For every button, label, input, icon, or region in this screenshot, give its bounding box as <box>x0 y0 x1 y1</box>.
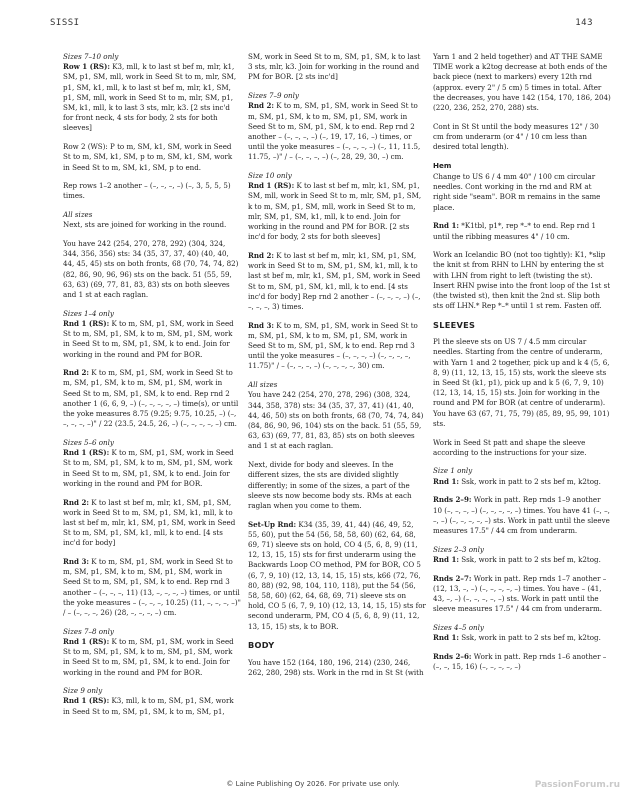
step-label: Rnd 1: <box>433 554 460 564</box>
section-heading: BODY <box>248 640 275 651</box>
instruction-paragraph <box>63 181 241 201</box>
step-label: Row 1 (RS): <box>63 62 110 72</box>
step-label: Rnd 1 (RS): <box>63 448 110 458</box>
instruction-paragraph <box>433 122 611 153</box>
step-text: K to m, SM, p1, SM, work in Seed St to m, SM, p1, SM, k to m, SM, p1, SM, work in Seed St to m, SM, p1, SM, k to end. Join for working in the round and PM for BOR. <box>63 636 234 677</box>
step-text: Work in patt. Rep rnds 1–7 another – (12, 13, –, –) (–, –, –, –, –) times. You have – (41, 43, –, –) (–, –, –, –, –) sts. Work in patt until the sleeve measures 17.5" / 44 cm from underarm. <box>433 573 607 614</box>
size-heading: Size 10 only <box>248 171 292 181</box>
instruction-paragraph <box>63 448 241 489</box>
instruction-paragraph <box>248 52 426 83</box>
step-label: Rnd 1 (RS): <box>248 181 295 191</box>
instruction-paragraph <box>433 652 611 672</box>
instruction-paragraph <box>433 438 611 458</box>
step-label: Rnd 1 (RS): <box>63 318 110 328</box>
step-text: Next, sts are joined for working in the round. <box>63 220 227 230</box>
instruction-paragraph <box>433 574 611 615</box>
step-text: K to m, SM, p1, SM, work in Seed St to m, SM, p1, SM, k to m, SM, p1, SM, work in Seed St to m, SM, p1, SM, k to end. Rep rnd 3 another – (–, –, –, 11) (13, –, –, –, –) times, or until the yoke measures – (–, –, –, 10.25) (11, –, –, –, –)" / – (–, –, –, 26) (28, –, –, –, –) cm. <box>63 557 241 618</box>
step-label: Rnd 2: <box>63 497 90 507</box>
step-text: Work in patt. Rep rnds 1–6 another – (–, –, 15, 16) (–, –, –, –, –) <box>433 651 607 671</box>
instruction-paragraph <box>63 220 241 230</box>
instruction-paragraph <box>63 498 241 549</box>
step-label: Rnd 1 (RS): <box>63 696 110 706</box>
footer-copyright: © Laine Publishing Oy 2026. For private use only. <box>226 780 400 788</box>
step-label: Rnd 1: <box>433 476 460 486</box>
instruction-paragraph <box>433 477 611 487</box>
instruction-paragraph <box>63 62 241 133</box>
step-text: You have 152 (164, 180, 196, 214) (230, 246, 262, 280, 298) sts. Work in the rnd in St St (with <box>248 657 424 677</box>
size-heading: Sizes 2–3 only <box>433 544 484 554</box>
instruction-paragraph <box>433 52 611 113</box>
step-text: Work in patt. Rep rnds 1–9 another 10 (–, –, –, –) (–, –, –, –, –) times. You have 41 (–, –, –, –) (–, –, –, –, –) sts. Work in patt until the sleeve measures 17.5" / 44 cm from underarm. <box>433 495 610 535</box>
section-heading: SLEEVES <box>433 319 476 330</box>
size-heading: All sizes <box>63 210 93 220</box>
step-text: K34 (35, 39, 41, 44) (46, 49, 52, 55, 60), put the 54 (56, 58, 58, 60) (62, 64, 68, 69, 71) sleeve sts on hold, CO 4 (5, 6, 8, 9) (11, 12, 13, 15, 15) sts for first underarm using the Backwards Loop CO method, PM for BOR, CO 5 (6, 7, 9, 10) (12, 13, 14, 15, 15) sts, k66 (72, 76, 80, 88) (92, 98, 104, 110, 118), put the 54 (56, 58, 58, 60) (62, 64, 68, 69, 71) sleeve sts on hold, CO 5 (6, 7, 9, 10) (12, 13, 14, 15, 15) sts for second underarm, PM, CO 4 (5, 6, 8, 9) (11, 12, 13, 15, 15) sts, k to BOR. <box>248 519 426 631</box>
step-text: Change to US 6 / 4 mm 40" / 100 cm circular needles. Cont working in the rnd and RM at right side "seam". BOR m remains in the same place. <box>433 172 601 212</box>
step-text: K to m, SM, p1, SM, work in Seed St to m, SM, p1, SM, k to m, SM, p1, SM, work in Seed St to m, SM, p1, SM, k to end. Rep rnd 3 until the yoke measures – (–, –, –, –) (–, –, –, –, 11.75)" / – (–, –, –, –) (–, –, –, –, 30) cm. <box>248 320 418 371</box>
step-label: Rnd 2: <box>248 101 275 111</box>
instruction-paragraph <box>63 142 241 173</box>
instruction-paragraph <box>433 250 611 311</box>
instruction-paragraph <box>63 239 241 300</box>
instruction-paragraph <box>248 181 426 242</box>
subsection-heading: Hem <box>433 160 452 170</box>
step-text: K3, mll, k to m, SM, p1, SM, work in Seed St to m, SM, p1, SM, k to m, SM, p1, <box>63 696 234 716</box>
step-text: Work in Seed St patt and shape the sleeve according to the instructions for your size. <box>433 437 587 457</box>
instruction-paragraph <box>433 495 611 536</box>
instruction-paragraph <box>248 101 426 162</box>
instruction-paragraph <box>433 633 611 643</box>
step-text: K to m, SM, p1, SM, work in Seed St to m, SM, p1, SM, k to m, SM, p1, SM, work in Seed St to m, SM, p1, SM, k to end. Join for working in the round and PM for BOR. <box>63 318 234 359</box>
step-text: Next, divide for body and sleeves. In the different sizes, the sts are divided slightly differently; in some of the sizes, a part of the sleeve sts now become body sts. RMs at each raglan when you come to them. <box>248 460 412 510</box>
size-heading: Sizes 7–10 only <box>63 52 119 61</box>
step-label: Rnd 3: <box>63 557 90 567</box>
step-text: SM, work in Seed St to m, SM, p1, SM, k to last 3 sts, mlr, k3. Join for working in the round and PM for BOR. [2 sts inc'd] <box>248 52 421 82</box>
instruction-paragraph <box>248 658 426 678</box>
step-label: Rnd 3: <box>248 320 275 330</box>
step-text: *K1tbl, p1*, rep *–* to end. Rep rnd 1 until the ribbing measures 4" / 10 cm. <box>433 221 597 241</box>
size-heading: Sizes 7–9 only <box>248 91 299 101</box>
step-text: K3, mll, k to last st bef m, mlr, k1, SM, p1, SM, mll, work in Seed St to m, mlr, SM, p1, SM, k1, mll, k to last st bef m, mlr, k1, SM, p1, SM, mll, work in Seed St to m, mlr, SM, p1, SM, k1, mll, k to last 3 sts, mlr, k3. [2 sts inc'd for front neck, 4 sts for body, 2 sts for both sleeves] <box>63 62 237 133</box>
step-label: Rnd 2: <box>248 250 275 260</box>
size-heading: Sizes 7–8 only <box>63 626 114 636</box>
step-label: Rnd 1: <box>433 221 460 231</box>
step-text: Cont in St St until the body measures 12" / 30 cm from underarm (or 4" / 10 cm less than desired total length). <box>433 121 599 152</box>
instruction-paragraph <box>433 221 611 241</box>
size-heading: Sizes 1–4 only <box>63 308 114 318</box>
step-text: Yarn 1 and 2 held together) and AT THE SAME TIME work a k2tog decrease at both ends of the back piece (next to markers) every 12th rnd (approx. every 2" / 5 cm) 5 times in total. After the decreases, you have 142 (154, 170, 186, 204) (220, 236, 252, 270, 288) sts. <box>433 52 611 113</box>
size-heading: All sizes <box>248 380 278 390</box>
step-text: You have 242 (254, 270, 278, 296) (308, 324, 344, 358, 378) sts: 34 (35, 37, 37, 41) (41, 40, 44, 46, 50) sts on both fronts, 68 (70, 74, 74, 84) (84, 86, 90, 96, 104) sts on the back. 51 (55, 59, 63, 63) (69, 77, 81, 83, 85) sts on both sleeves and 1 st at each raglan. <box>248 390 424 451</box>
instruction-paragraph <box>248 321 426 372</box>
step-label: Rnd 2: <box>63 368 90 378</box>
instruction-paragraph <box>248 390 426 451</box>
step-label: Rnds 2–6: <box>433 651 472 661</box>
instruction-paragraph <box>433 337 611 429</box>
instruction-paragraph <box>248 460 426 511</box>
step-text: K to m, SM, p1, SM, work in Seed St to m, SM, p1, SM, k to m, SM, p1, SM, work in Seed St to m, SM, p1, SM, k to end. Rep rnd 2 another – (–, –, –, –) (–, 19, 17, 16, –) times, or until the yoke measures – (–, –, –, –) (–, 11, 11.5, 11.75, –)" / – (–, –, –, –) (–, 28, 29, 30, –) cm. <box>248 101 421 162</box>
size-heading: Size 1 only <box>433 466 473 476</box>
instruction-paragraph <box>433 555 611 565</box>
instruction-paragraph <box>433 172 611 213</box>
size-heading: Sizes 5–6 only <box>63 438 114 447</box>
step-text: Ssk, work in patt to 2 sts bef m, k2tog. <box>459 554 601 564</box>
instruction-paragraph <box>63 696 241 716</box>
step-text: K to m, SM, p1, SM, work in Seed St to m, SM, p1, SM, k to m, SM, p1, SM, work in Seed St to m, SM, p1, SM, k to end. Rep rnd 2 another 1 (6, 6, 9, –) (–, –, –, –, –) time(s), or until the yoke measures 8.75 (9.25; 9.75, 10.25, –) (–, –, –, –, –)" / 22 (23.5, 24.5, 26, –) (–, –, –, –, –) cm. <box>63 368 239 429</box>
instruction-paragraph <box>248 251 426 312</box>
step-text: Row 2 (WS): P to m, SM, k1, SM, work in Seed St to m, SM, k1, SM, p to m, SM, k1, SM, work in Seed St to m, SM, k1, SM, p to end. <box>63 142 233 172</box>
page-number: 143 <box>575 18 593 28</box>
step-text: K to last st bef m, mlr, k1, SM, p1, SM, work in Seed St to m, SM, p1, SM, k1, mll, k to last st bef m, mlr, k1, SM, p1, SM, work in Seed St to m, SM, p1, SM, k1, mll, k to end. [4 sts inc'd for body] Rep rnd 2 another – (–, –, –, –) (–, –, –, –, 3) times. <box>248 250 421 311</box>
column-3 <box>433 52 611 681</box>
watermark-logo: PassionForum.ru <box>534 780 620 790</box>
step-text: Rep rows 1–2 another – (–, –, –, –) (–, 3, 5, 5, 5) times. <box>63 181 231 201</box>
step-text: Pl the sleeve sts on US 7 / 4.5 mm circular needles. Starting from the centre of underarm, with Yarn 1 and 2 together, pick up and k 4 (5, 6, 8, 9) (11, 12, 13, 15, 15) sts, work the sleeve sts in Seed St (k1, p1), pick up and k 5 (6, 7, 9, 10) (12, 13, 14, 15, 15) sts. Join for working in the round and PM for BOR (at centre of underarm). You have 63 (67, 71, 75, 79) (85, 89, 95, 99, 101) sts. <box>433 337 610 428</box>
step-label: Set-Up Rnd: <box>248 519 297 529</box>
step-label: Rnd 1 (RS): <box>63 636 110 646</box>
step-text: Ssk, work in patt to 2 sts bef m, k2tog. <box>459 633 601 643</box>
instruction-paragraph <box>63 368 241 429</box>
step-label: Rnds 2–9: <box>433 495 472 505</box>
size-heading: Sizes 4–5 only <box>433 622 484 632</box>
step-label: Rnds 2–7: <box>433 573 472 583</box>
column-1 <box>63 52 241 725</box>
column-2 <box>248 52 426 686</box>
instruction-paragraph <box>248 520 426 632</box>
instruction-paragraph <box>63 637 241 678</box>
step-text: You have 242 (254, 270, 278, 292) (304, 324, 344, 356, 356) sts: 34 (35, 37, 37, 40) (40, 40, 44, 45, 45) sts on both fronts, 68 (70, 74, 74, 82) (82, 86, 90, 96, 96) sts on the back. 51 (55, 59, 63, 63) (69, 77, 81, 83, 83) sts on both sleeves and 1 st at each raglan. <box>63 239 239 300</box>
header-title: SISSI <box>50 18 80 28</box>
step-text: K to last st bef m, mlr, k1, SM, p1, SM, mll, work in Seed St to m, mlr, SM, p1, SM, k to m, SM, p1, SM, mll, work in Seed St to m, mlr, SM, p1, SM, k1, mll, k to end. Join for working in the round and PM for BOR. [2 sts inc'd for body, 2 sts for both sleeves] <box>248 181 422 242</box>
step-text: Ssk, work in patt to 2 sts bef m, k2tog. <box>459 476 601 486</box>
instruction-paragraph <box>63 557 241 618</box>
step-text: K to m, SM, p1, SM, work in Seed St to m, SM, p1, SM, k to m, SM, p1, SM, work in Seed St to m, SM, p1, SM, k to end. Join for working in the round and PM for BOR. <box>63 448 234 488</box>
step-label: Rnd 1: <box>433 633 460 643</box>
instruction-paragraph <box>63 319 241 360</box>
step-text: K to last st bef m, mlr, k1, SM, p1, SM, work in Seed St to m, SM, p1, SM, k1, mll, k to last st bef m, mlr, k1, SM, p1, SM, work in Seed St to m, SM, p1, SM, k1, mll, k to end. [4 sts inc'd for body] <box>63 497 236 548</box>
step-text: Work an Icelandic BO (not too tightly): K1, *slip the knit st from RHN to LHN by entering the st with LHN from right to left (twisting the st). Insert RHN pwise into the front loop of the 1st st (the twisted st), then knit the 2nd st. Slip both sts off LHN.* Rep *–* until 1 st rem. Fasten off. <box>433 250 611 311</box>
size-heading: Size 9 only <box>63 686 103 696</box>
